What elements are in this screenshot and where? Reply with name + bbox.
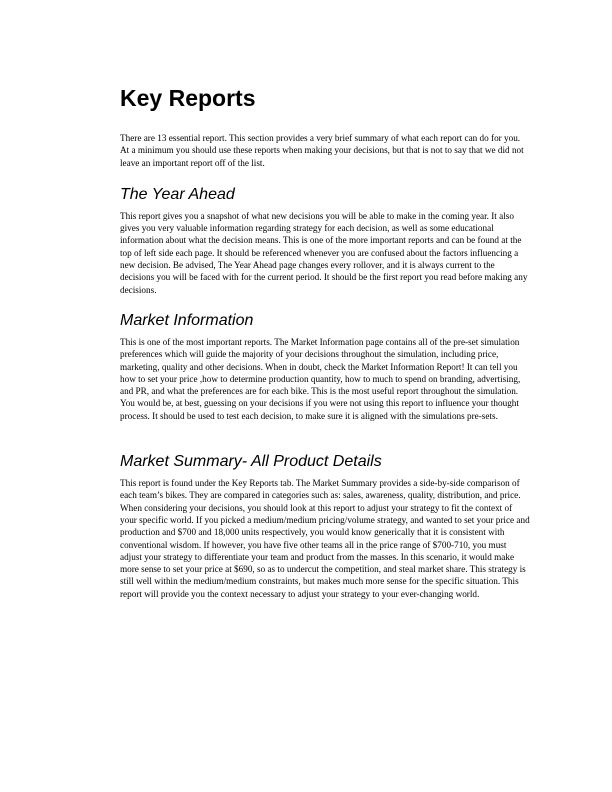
section-body-year-ahead: This report gives you a snapshot of what new decisions you will be able to make in the coming year. It also gives you very valuable information regarding strategy for each decision, as well as some educational information about what the decision means. This is one of the more important reports and can be found at the top of left side each page. It should be referenced whenever you are confused about the factors influencing a new decision. Be advised, The Year Ahead page changes every rollover, and it is always current to the decisions you will be faced with for the current period. It should be the first report you read before making any decisions. <box>120 210 528 295</box>
page-title: Key Reports <box>120 85 256 111</box>
section-heading-market-information: Market Information <box>120 311 254 329</box>
intro-paragraph: There are 13 essential report. This section provides a very brief summary of what each report can do for you. At a minimum you should use these reports when making your decisions, but that is not to say that we did not leave an important report off of the list. <box>120 133 524 168</box>
section-body-market-information: This is one of the most important reports. The Market Information page contains all of the pre-set simulation preferences which will guide the majority of your decisions throughout the simulation, including price, marketing, quality and other decisions. When in doubt, check the Market Information Report! It can tell you how to set your price ,how to determine production quantity, how to much to spend on branding, advertising, and PR, and what the preferences are for each bike. This is the most useful report throughout the simulation. You would be, at best, guessing on your decisions if you were not using this report to influence your thought process. It should be used to test each decision, to make sure it is aligned with the simulations pre-sets. <box>120 336 521 421</box>
section-heading-year-ahead: The Year Ahead <box>120 185 235 203</box>
section-body-market-summary: This report is found under the Key Reports tab. The Market Summary provides a side-by-side comparison of each team’s bikes. They are compared in categories such as: sales, awareness, quality, distribution, and price. When considering your decisions, you should look at this report to adjust your strategy to fit the context of your specific world. If you picked a medium/medium pricing/volume strategy, and wanted to set your price and production and $700 and 18,000 units respectively, you would know generically that it is consistent with conventional wisdom. If however, you have five other teams all in the price range of $700-710, you must adjust your strategy to differentiate your team and product from the masses. In this scenario, it would make more sense to set your price at $690, so as to undercut the competition, and steal market share. This strategy is still well within the medium/medium constraints, but makes much more sense for the specific situation. This report will provide you the context necessary to adjust your strategy to your ever-changing world. <box>120 478 530 599</box>
section-heading-market-summary: Market Summary- All Product Details <box>120 453 382 471</box>
document-content <box>120 84 530 600</box>
